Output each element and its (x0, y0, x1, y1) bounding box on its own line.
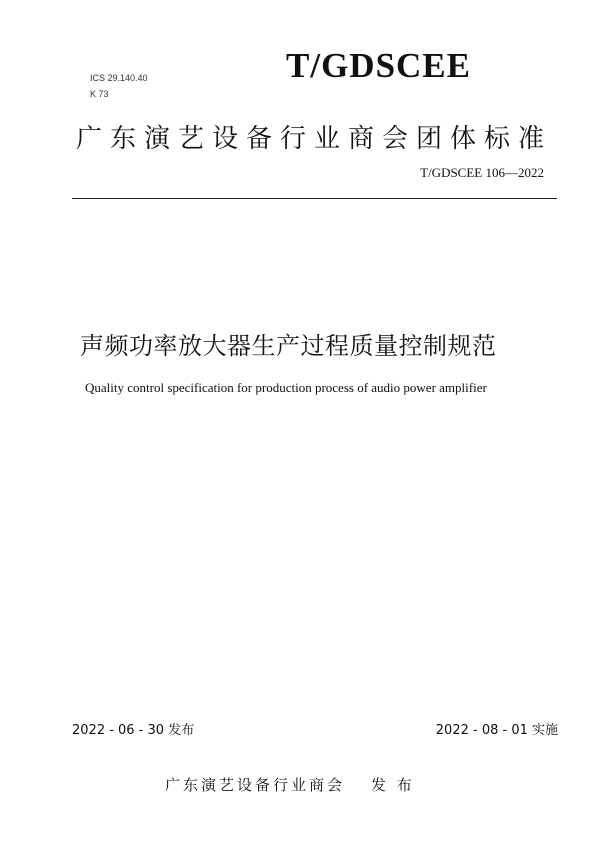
publish-action: 发 布 (371, 776, 415, 794)
publisher-line (165, 774, 415, 795)
ics-code: ICS 29.140.40 (90, 73, 148, 83)
ccs-code: K 73 (90, 89, 109, 99)
issue-date: 2022 - 06 - 30 发布 (72, 723, 195, 738)
title-english: Quality control specification for production process of audio power amplifier (85, 380, 487, 395)
header-divider (72, 198, 557, 199)
publisher-name: 广东演艺设备行业商会 (165, 776, 346, 794)
organization-name: 广东演艺设备行业商会团体标准 (76, 124, 553, 154)
standard-logo: T/GDSCEE (286, 46, 471, 85)
implementation-date: 2022 - 08 - 01 实施 (435, 723, 558, 738)
standard-number: T/GDSCEE 106—2022 (420, 165, 544, 180)
title-chinese: 声频功率放大器生产过程质量控制规范 (80, 332, 497, 360)
